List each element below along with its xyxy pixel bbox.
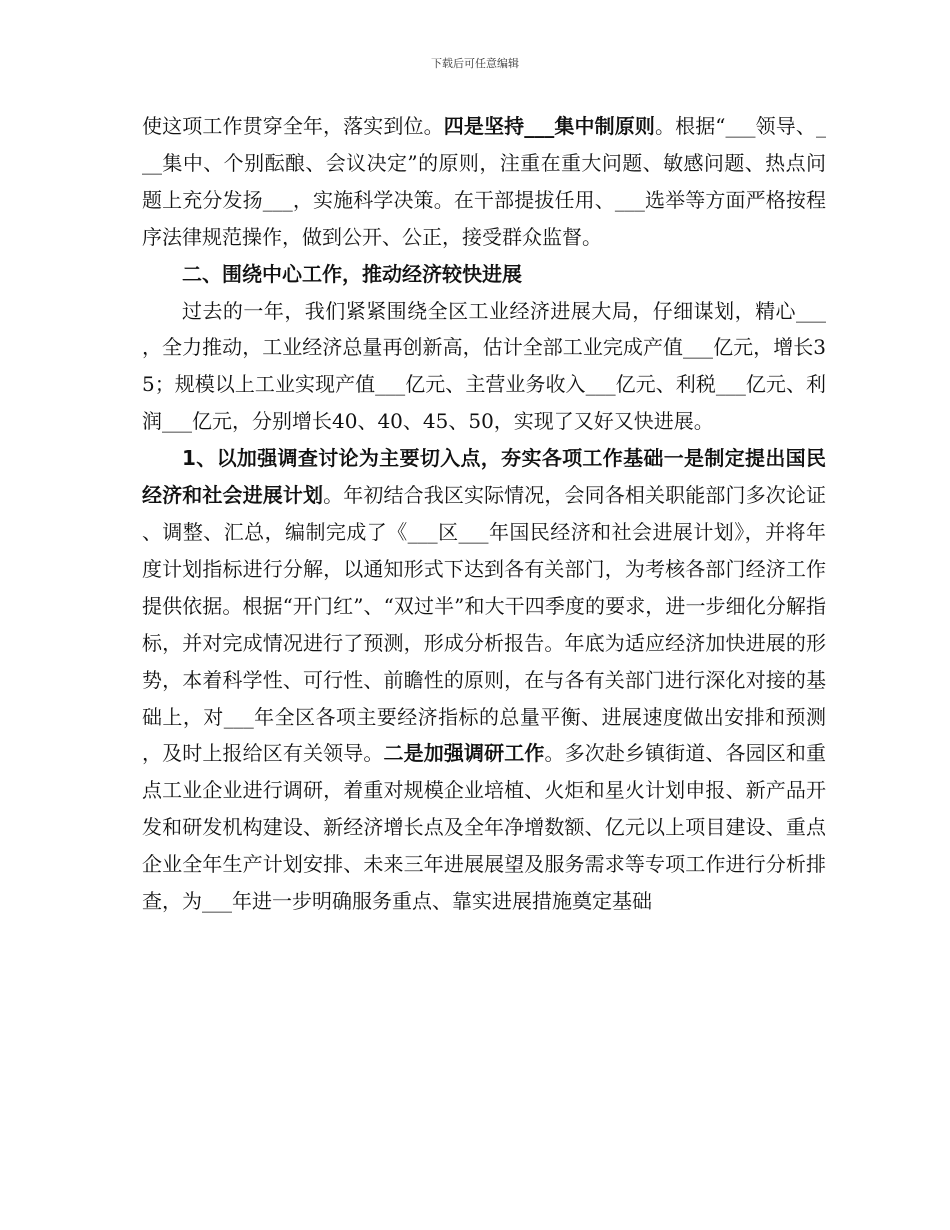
text-run: 。根据“___领导、___集中、个别酝酿、会议决定”的原则，注重在重大问题、敏感问题、热点问题上充分发扬___，实施科学决策。在干部提拔任用、___选举等方面严格按程序法律规范操作，做到公开、公正，接受群众监督。 [142, 114, 827, 249]
paragraph-3 [142, 440, 826, 920]
paragraph-2 [142, 293, 826, 441]
text-run: 使这项工作贯穿全年，落实到位。 [142, 114, 444, 138]
section-heading-text: 二、围绕中心工作，推动经济较快进展 [182, 261, 522, 286]
document-body [142, 108, 826, 920]
paragraph-1 [142, 108, 826, 256]
page-header: 下载后可任意编辑 [431, 57, 519, 70]
section-heading [142, 256, 826, 293]
bold-text-run: 1、以加强调查讨论为主要切入点，夯实各项工作基础一是制定提出国民经济和社会进展计划 [142, 446, 826, 508]
text-run: 过去的一年，我们紧紧围绕全区工业经济进展大局，仔细谋划，精心___，全力推动，工业经济总量再创新高，估计全部工业完成产值___亿元，增长35；规模以上工业实现产值___亿元、主营业务收入___亿元、利税___亿元、利润___亿元，分别增长40、40、45、50，实现了又好又快进展。 [142, 298, 826, 434]
bold-text-run: 二是加强调研工作 [383, 741, 545, 766]
bold-text-run: 四是坚持___集中制原则 [443, 114, 655, 138]
text-run: 。年初结合我区实际情况，会同各相关职能部门多次论证、调整、汇总，编制完成了《___区___年国民经济和社会进展计划》，并将年度计划指标进行分解，以通知形式下达到各有关部门，为考核各部门经济工作提供依据。根据“开门红”、“双过半”和大干四季度的要求，进一步细化分解指标，并对完成情况进行了预测，形成分析报告。年底为适应经济加快进展的形势，本着科学性、可行性、前瞻性的原则，在与各有关部门进行深化对接的基础上，对___年全区各项主要经济指标的总量平衡、进展速度做出安排和预测，及时上报给区有关领导。 [142, 483, 827, 766]
text-run: 。多次赴乡镇街道、各园区和重点工业企业进行调研，着重对规模企业培植、火炬和星火计划申报、新产品开发和研发机构建设、新经济增长点及全年净增数额、亿元以上项目建设、重点企业全年生产计划安排、未来三年进展展望及服务需求等专项工作进行分析排查，为___年进一步明确服务重点、靠实进展措施奠定基础 [142, 741, 827, 914]
